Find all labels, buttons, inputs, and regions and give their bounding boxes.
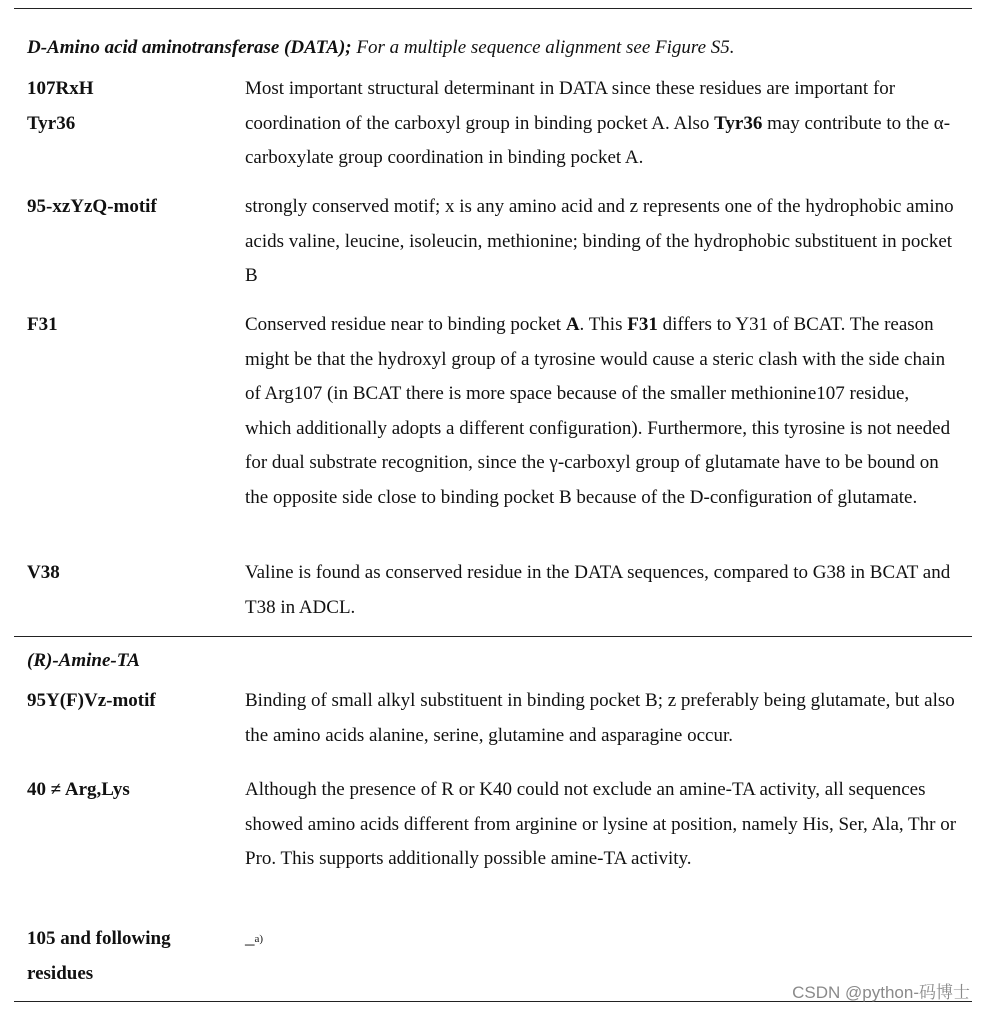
section-title-bold: (R)-Amine-TA [27,650,140,671]
row-desc: Valine is found as conserved residue in the DATA sequences, compared to G38 in BCAT and T38 in ADCL. [245,562,951,618]
section-heading-amine [27,650,140,672]
section-rule [14,636,972,637]
section-heading-data [27,37,735,59]
desc-bold: A [565,314,580,335]
desc-text: Most important structural determinant in DATA since these residues are important for coordination of the carboxyl group in binding pocket A. Also [245,78,896,134]
row-desc: Although the presence of R or K40 could not exclude an amine-TA activity, all sequences showed amino acids different from arginine or lysine at position, namely His, Ser, Ala, Thr or Pro. This supports additionally possible amine-TA activity. [245,779,957,870]
row-desc [245,308,960,516]
desc-text: may contribute to the α-carboxylate group coordination in binding pocket A. [245,112,951,169]
row-desc [245,922,960,962]
row-key: 95Y(F)Vz-motif [27,690,156,711]
dash: – [245,933,255,955]
desc-text: Conserved residue near to binding pocket [245,314,566,335]
desc-bold: F31 [627,314,658,335]
section-title-bold: D-Amino acid aminotransferase (DATA); [27,37,352,58]
row-key: F31 [27,314,58,335]
row-key: 40 ≠ Arg,Lys [27,779,130,800]
watermark: CSDN @python-码博士 [792,983,970,1002]
top-rule [14,8,972,9]
desc-bold: Tyr36 [714,112,763,134]
desc-text: differs to Y31 of BCAT. The reason might be that the hydroxyl group of a tyrosine would cause a steric clash with the side chain of Arg107 (in BCAT there is more space because of the smaller methionine107 residue, which additionally adopts a different configuration). Furthermore, this tyrosine is not needed for dual substrate recognition, since the γ-carboxyl group of glutamate have to be bound on the opposite side close to binding pocket B because of the D-configuration of glutamate. [245,314,951,508]
row-key: 107RxH Tyr36 [27,78,94,134]
row-desc: Binding of small alkyl substituent in binding pocket B; z preferably being glutamate, but also the amino acids alanine, serine, glutamine and asparagine occur. [245,690,955,746]
row-key: 95-xzYzQ-motif [27,196,157,217]
row-desc: strongly conserved motif; x is any amino acid and z represents one of the hydrophobic amino acids valine, leucine, isoleucin, methionine; binding of the hydrophobic substituent in pocket B [245,196,954,287]
section-title-rest: For a multiple sequence alignment see Figure S5. [351,37,735,58]
row-desc [245,72,960,176]
footnote-marker: a) [254,933,264,945]
desc-text: . This [579,314,628,335]
row-key: V38 [27,562,60,583]
row-key: 105 and following residues [27,928,171,984]
